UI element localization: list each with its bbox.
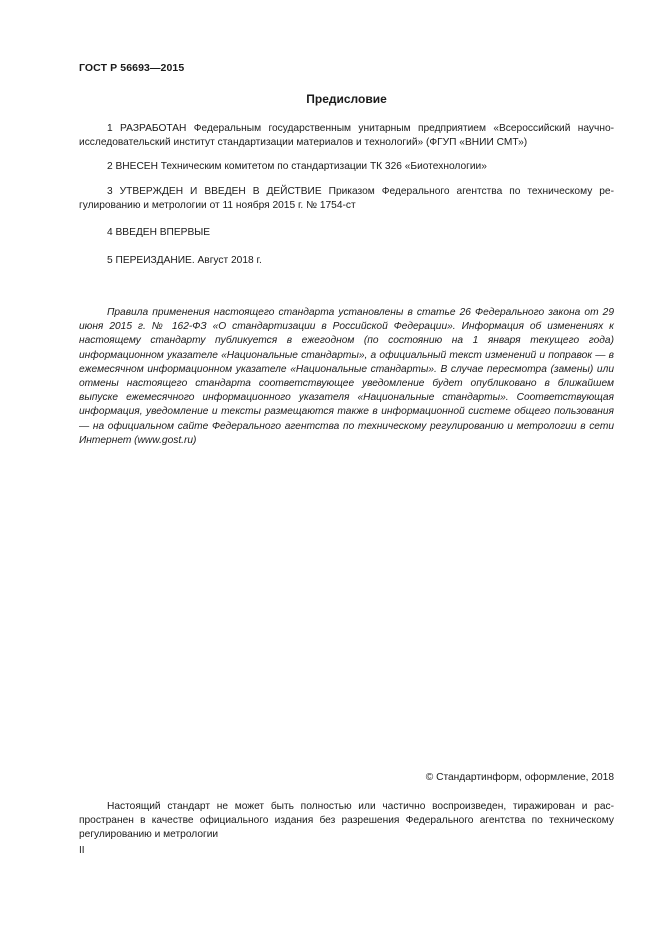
reproduction-notice	[79, 800, 614, 843]
foreword-item-5	[79, 254, 614, 268]
page-number: II	[79, 845, 85, 856]
foreword-item-text: 1 РАЗРАБОТАН Федеральным государственным унитарным предприятием «Всероссийский научно-исследовательский институт стандартизации материалов и технологий» (ФГУП «ВНИИ СМТ»)	[79, 123, 614, 149]
application-rules-note	[79, 306, 614, 448]
footer-text: Настоящий стандарт не может быть полностью или частично воспроизведен, тиражирован и распространен в качестве официального издания без разрешения Федерального агентства по техническому регулированию и метрологии	[79, 801, 614, 841]
note-text: Правила применения настоящего стандарта установлены в статье 26 Федерального закона от 29 июня 2015 г. № 162-ФЗ «О стандартизации в Российской Федерации». Информация об изменениях к настоящему стандарту публикуется в ежегодном (по состоянию на 1 января текущего года) информационном указателе «Национальные стандарты», а официальный текст изменений и поправок — в ежемесячном информационном указателе «Национальные стандарты». В случае пересмотра (замены) или отмены настоящего стандарта соответствующее уведомление будет опубликовано в ближайшем выпуске ежемесячного информационного указателя «Национальные стандарты». Соответствующая информация, уведомление и тексты размещаются также в информационной системе общего пользования — на официальном сайте Федерального агентства по техническому регулированию и метрологии в сети Интернет (www.gost.ru)	[79, 307, 614, 446]
page-title: Предисловие	[306, 92, 387, 106]
foreword-item-4	[79, 226, 614, 240]
foreword-item-text: 3 УТВЕРЖДЕН И ВВЕДЕН В ДЕЙСТВИЕ Приказом Федерального агентства по техническому регулированию и метрологии от 11 ноября 2015 г. № 1754-ст	[79, 186, 614, 212]
foreword-item-2	[79, 160, 614, 174]
foreword-item-text: 2 ВНЕСЕН Техническим комитетом по стандартизации ТК 326 «Биотехнологии»	[107, 161, 487, 172]
foreword-item-text: 4 ВВЕДЕН ВПЕРВЫЕ	[107, 227, 211, 238]
copyright-notice: © Стандартинформ, оформление, 2018	[425, 772, 614, 783]
document-code-header: ГОСТ Р 56693—2015	[79, 62, 185, 74]
foreword-item-3	[79, 185, 614, 213]
foreword-item-text: 5 ПЕРЕИЗДАНИЕ. Август 2018 г.	[107, 255, 262, 266]
foreword-item-1	[79, 122, 614, 150]
